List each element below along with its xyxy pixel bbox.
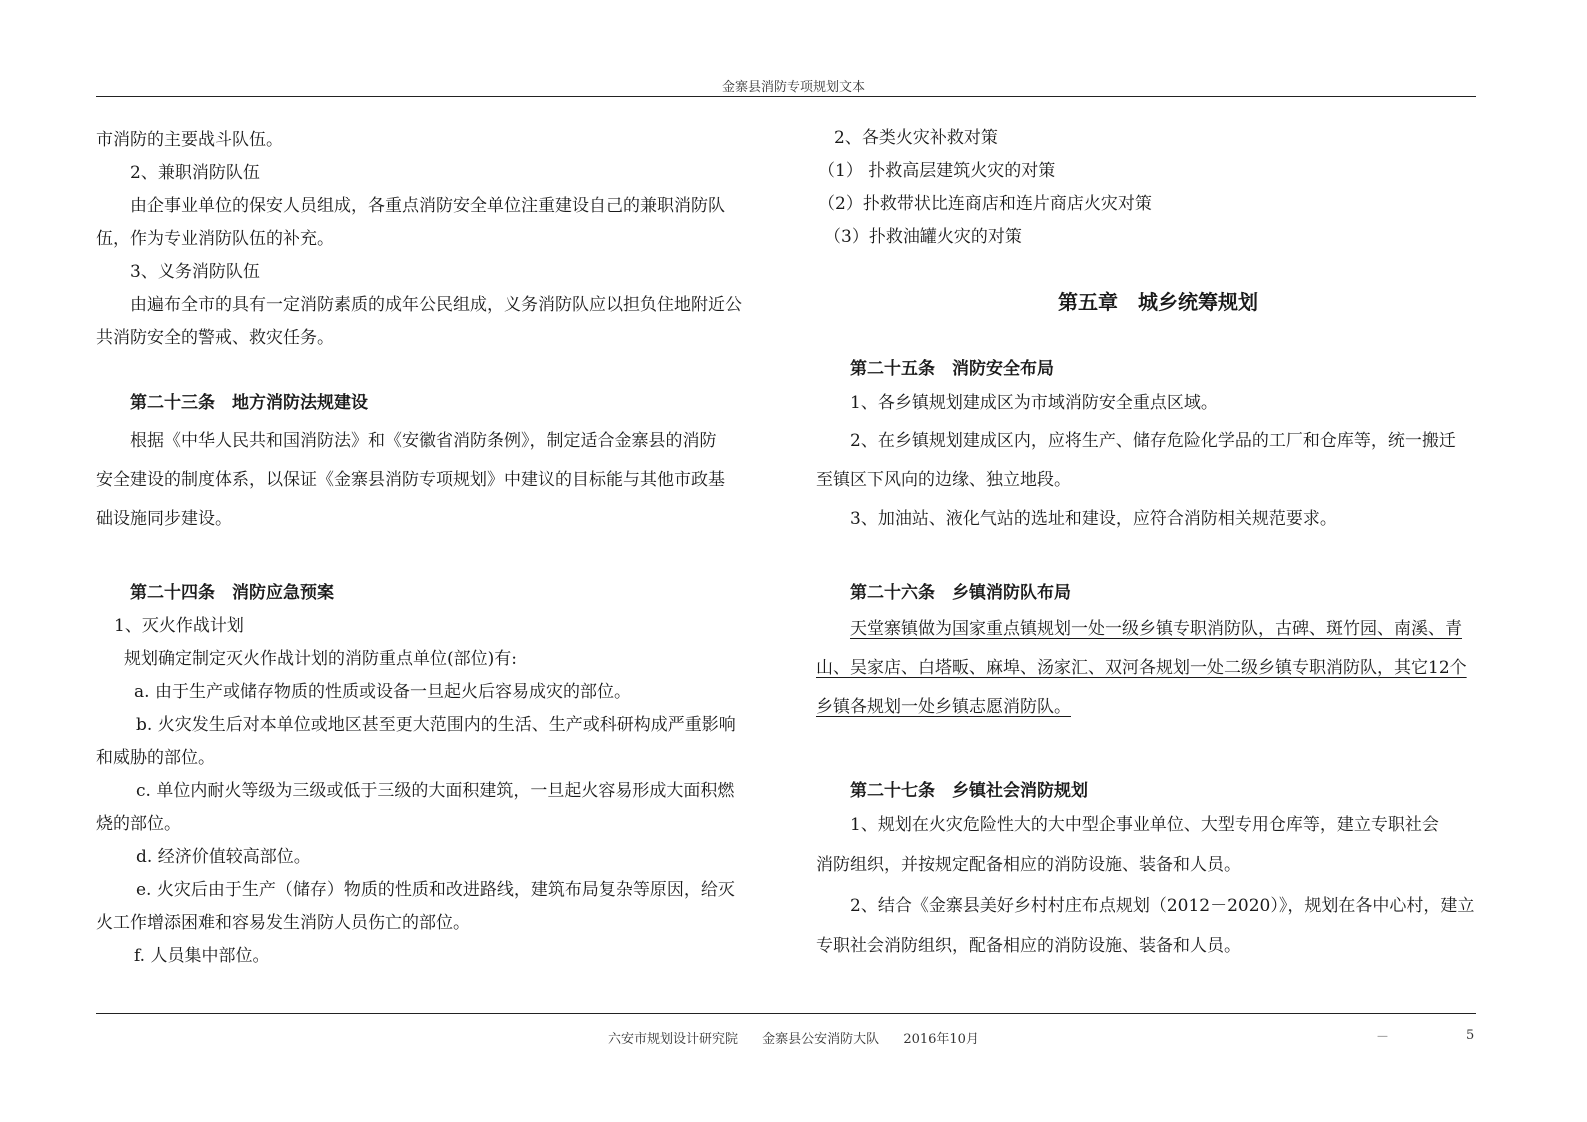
list-item: （2）扑救带状比连商店和连片商店火灾对策 [818,194,1152,214]
body-line: 安全建设的制度体系，以保证《金寨县消防专项规划》中建议的目标能与其他市政基 [96,470,725,490]
page-number: 5 [1466,1028,1475,1043]
article-heading-26: 第二十六条 乡镇消防队布局 [850,583,1071,603]
article-heading-25: 第二十五条 消防安全布局 [850,359,1054,379]
footer-rule [96,1013,1476,1014]
page-header-title: 金寨县消防专项规划文本 [721,80,865,95]
list-item-heading: 2、各类火灾补救对策 [834,128,998,148]
body-line: 至镇区下风向的边缘、独立地段。 [816,470,1071,490]
footer-brigade: 金寨县公安消防大队 [762,1032,880,1047]
body-line: c. 单位内耐火等级为三级或低于三级的大面积建筑，一旦起火容易形成大面积燃 [136,781,735,801]
chapter-heading: 第五章 城乡统筹规划 [1058,290,1258,314]
body-line: b. 火灾发生后对本单位或地区甚至更大范围内的生活、生产或科研构成严重影响 [136,715,736,735]
body-line: 础设施同步建设。 [96,509,232,529]
body-line: 根据《中华人民共和国消防法》和《安徽省消防条例》，制定适合金寨县的消防 [130,431,717,451]
body-line: 由遍布全市的具有一定消防素质的成年公民组成，义务消防队应以担负住地附近公 [130,295,742,315]
body-line: a. 由于生产或储存物质的性质或设备一旦起火后容易成灾的部位。 [134,682,631,702]
body-line: 消防组织，并按规定配备相应的消防设施、装备和人员。 [816,855,1241,875]
body-line: e. 火灾后由于生产（储存）物质的性质和改进路线，建筑布局复杂等原因，给灭 [136,880,735,900]
body-line: 由企事业单位的保安人员组成，各重点消防安全单位注重建设自己的兼职消防队 [130,196,725,216]
underlined-line: 天堂寨镇做为国家重点镇规划一处一级乡镇专职消防队，古碑、斑竹园、南溪、青 [850,619,1462,639]
body-line: 1、各乡镇规划建成区为市域消防安全重点区域。 [850,393,1218,413]
list-item: （1） 扑救高层建筑火灾的对策 [818,161,1056,181]
list-item-heading: 3、义务消防队伍 [130,262,260,282]
body-line: 共消防安全的警戒、救灾任务。 [96,328,334,348]
article-heading-27: 第二十七条 乡镇社会消防规划 [850,781,1088,801]
body-line: 火工作增添困难和容易发生消防人员伤亡的部位。 [96,913,470,933]
article-heading-23: 第二十三条 地方消防法规建设 [130,393,368,413]
body-line: 规划确定制定灭火作战计划的消防重点单位(部位)有: [124,649,517,669]
footer-institute: 六安市规划设计研究院 [608,1032,739,1047]
list-item-heading: 1、灭火作战计划 [114,616,244,636]
header-rule [96,96,1476,97]
body-line: f. 人员集中部位。 [134,946,270,966]
body-line: 和威胁的部位。 [96,748,215,768]
body-line: 市消防的主要战斗队伍。 [96,130,283,150]
article-heading-24: 第二十四条 消防应急预案 [130,583,334,603]
body-line: 2、结合《金寨县美好乡村村庄布点规划（2012－2020）》，规划在各中心村，建立 [850,896,1475,916]
body-line: 伍，作为专业消防队伍的补充。 [96,229,334,249]
body-line: 专职社会消防组织，配备相应的消防设施、装备和人员。 [816,936,1241,956]
body-line: d. 经济价值较高部位。 [136,847,311,867]
body-line: 烧的部位。 [96,814,181,834]
footer-date: 2016年10月 [903,1032,979,1047]
body-line: 3、加油站、液化气站的选址和建设，应符合消防相关规范要求。 [850,509,1337,529]
page-footer [0,1028,1587,1047]
list-item-heading: 2、兼职消防队伍 [130,163,260,183]
body-line: 2、在乡镇规划建成区内，应将生产、储存危险化学品的工厂和仓库等，统一搬迁 [850,431,1456,451]
body-line: 1、规划在火灾危险性大的大中型企事业单位、大型专用仓库等，建立专职社会 [850,815,1439,835]
underlined-line: 乡镇各规划一处乡镇志愿消防队。 [816,697,1071,717]
list-item: （3）扑救油罐火灾的对策 [824,227,1022,247]
footer-dash: － [1376,1030,1390,1045]
underlined-line: 山、吴家店、白塔畈、麻埠、汤家汇、双河各规划一处二级乡镇专职消防队，其它12个 [816,658,1467,678]
